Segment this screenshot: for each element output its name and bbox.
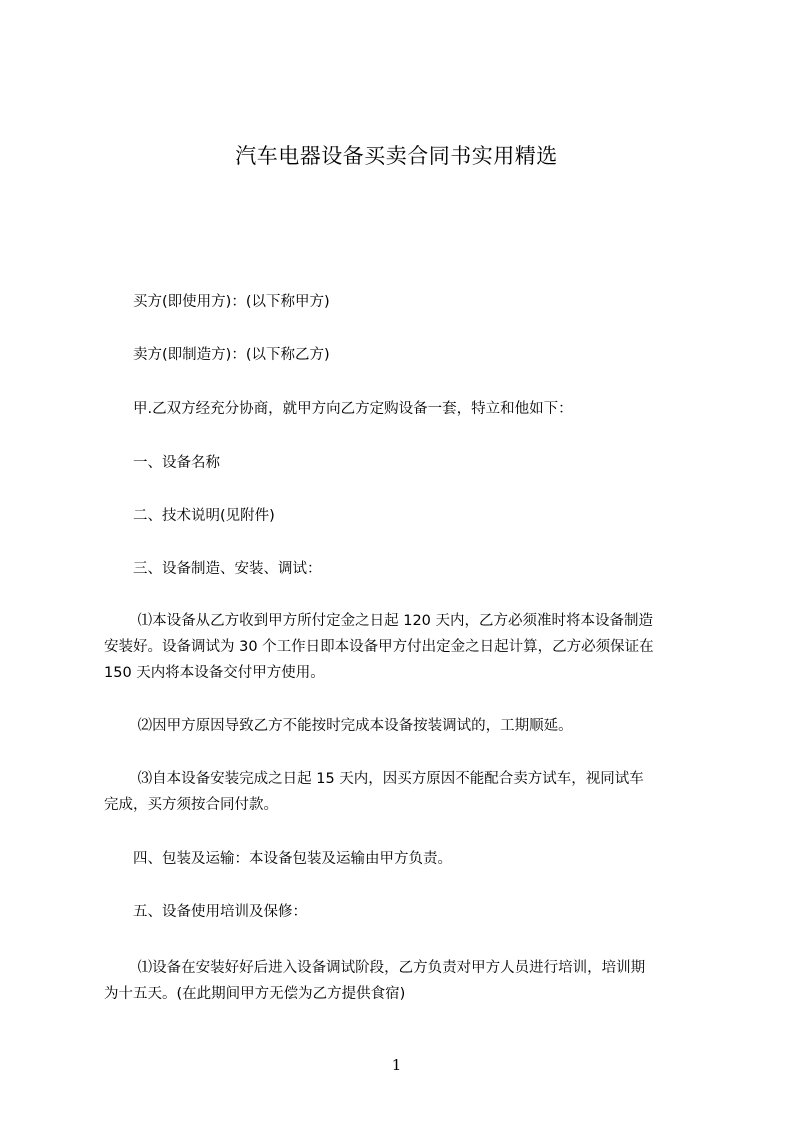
paragraph-line: 为十五天。(在此期间甲方无偿为乙方提供食宿)	[104, 986, 406, 1002]
paragraph-line: 完成，买方须按合同付款。	[104, 797, 278, 813]
section-heading-3	[104, 556, 700, 582]
paragraph-line: 150 天内将本设备交付甲方使用。	[104, 665, 325, 681]
section-heading-5	[104, 899, 700, 925]
paragraph-line: ⑵因甲方原因导致乙方不能按时完成本设备按装调试的，工期顺延。	[104, 718, 573, 734]
paragraph-line: ⑶自本设备安装完成之日起 15 天内，因买方原因不能配合卖方试车，视同试车	[104, 771, 644, 787]
paragraph-line: 四、包装及运输：本设备包装及运输由甲方负责。	[104, 851, 452, 867]
clause-3-1	[104, 608, 700, 686]
section-heading-1	[104, 450, 700, 476]
paragraph-intro	[104, 396, 700, 422]
paragraph-line: 卖方(即制造方)：(以下称乙方)	[104, 347, 330, 363]
paragraph-seller	[104, 342, 700, 368]
clause-3-3	[104, 766, 700, 818]
clause-5-1	[104, 955, 700, 1007]
paragraph-line: 三、设备制造、安装、调试：	[104, 561, 322, 577]
page-number: 1	[391, 1056, 402, 1074]
paragraph-line: 买方(即使用方)：(以下称甲方)	[104, 294, 330, 310]
paragraph-line: 五、设备使用培训及保修：	[104, 904, 307, 920]
paragraph-buyer	[104, 289, 700, 315]
paragraph-line: 甲.乙双方经充分协商，就甲方向乙方定购设备一套，特立和他如下：	[104, 401, 573, 417]
paragraph-line: 安装好。设备调试为 30 个工作日即本设备甲方付出定金之日起计算，乙方必须保证在	[104, 639, 654, 655]
section-heading-4	[104, 846, 700, 872]
paragraph-line: ⑴设备在安装好好后进入设备调试阶段，乙方负责对甲方人员进行培训，培训期	[104, 960, 646, 976]
paragraph-line: 二、技术说明(见附件)	[104, 508, 275, 524]
paragraph-line: 一、设备名称	[104, 455, 220, 471]
paragraph-line: ⑴本设备从乙方收到甲方所付定金之日起 120 天内，乙方必须准时将本设备制造	[104, 613, 654, 629]
section-heading-2	[104, 503, 700, 529]
document-title: 汽车电器设备买卖合同书实用精选	[235, 144, 558, 168]
clause-3-2	[104, 713, 700, 739]
